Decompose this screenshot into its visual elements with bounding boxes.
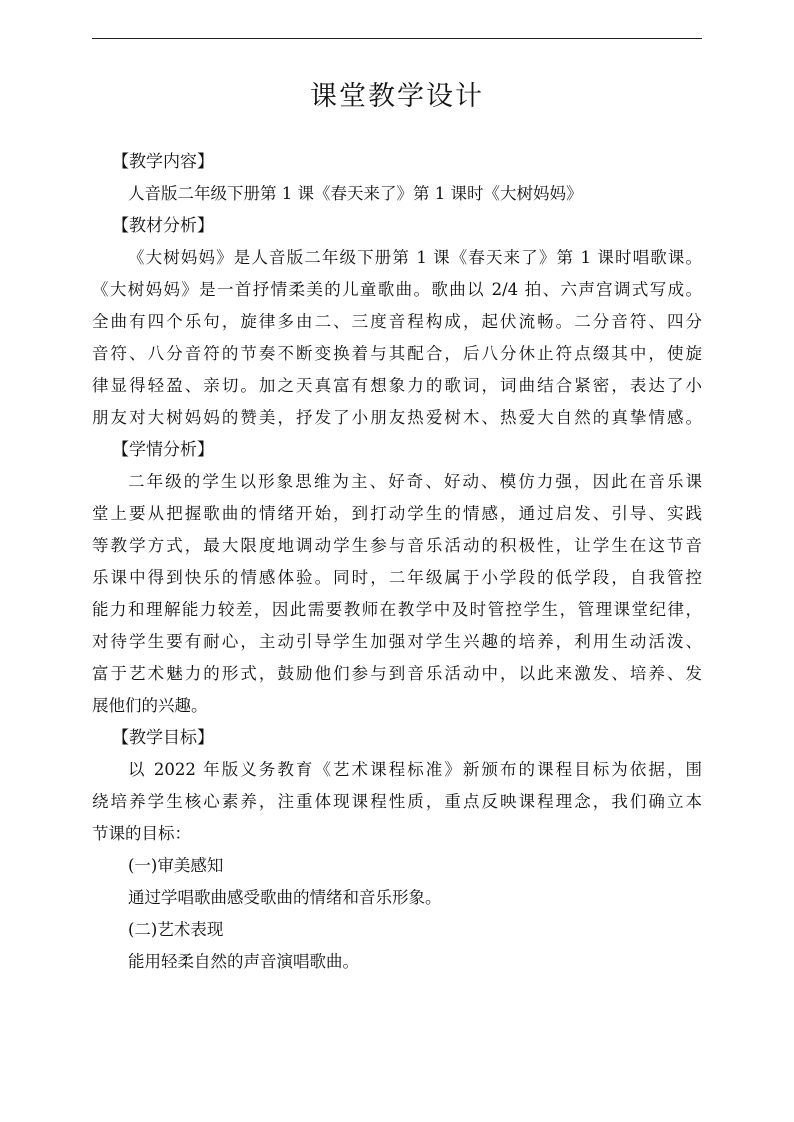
document-body (92, 146, 702, 978)
paragraph-line: 堂上要从把握歌曲的情绪开始，到打动学生的情感，通过启发、引导、实践 (92, 504, 702, 523)
paragraph-line: 等教学方式，最大限度地调动学生参与音乐活动的积极性，让学生在这节音 (92, 536, 702, 555)
page-title: 课堂教学设计 (310, 81, 484, 112)
paragraph-line: 乐课中得到快乐的情感体验。同时，二年级属于小学段的低学段，自我管控 (92, 568, 702, 587)
paragraph-line: 节课的目标： (92, 824, 191, 843)
goal-label-aesthetic: (一)审美感知 (128, 856, 224, 875)
paragraph-line: 人音版二年级下册第 1 课《春天来了》第 1 课时《大树妈妈》 (128, 184, 583, 203)
goal-text-performance: 能用轻柔自然的声音演唱歌曲。 (128, 952, 359, 971)
section-heading-students: 【学情分析】 (112, 440, 214, 460)
paragraph-line: 以 2022 年版义务教育《艺术课程标准》新颁布的课程目标为依据，围 (128, 760, 702, 779)
paragraph-line: 展他们的兴趣。 (92, 696, 208, 715)
header-rule (92, 38, 702, 39)
paragraph-line: 音符、八分音符的节奏不断变换着与其配合，后八分休止符点缀其中，使旋 (92, 344, 702, 363)
section-heading-content: 【教学内容】 (112, 152, 214, 172)
paragraph-line: 绕培养学生核心素养，注重体现课程性质，重点反映课程理念，我们确立本 (92, 792, 702, 811)
goal-label-performance: (二)艺术表现 (128, 920, 224, 939)
paragraph-line: 朋友对大树妈妈的赞美，抒发了小朋友热爱树木、热爱大自然的真挚情感。 (92, 408, 702, 427)
paragraph-line: 《大树妈妈》是一首抒情柔美的儿童歌曲。歌曲以 2/4 拍、六声宫调式写成。 (92, 280, 702, 299)
paragraph-line: 对待学生要有耐心，主动引导学生加强对学生兴趣的培养，利用生动活泼、 (92, 632, 702, 651)
paragraph-line: 二年级的学生以形象思维为主、好奇、好动、模仿力强，因此在音乐课 (128, 472, 702, 491)
section-heading-goals: 【教学目标】 (112, 728, 214, 748)
goal-text-aesthetic: 通过学唱歌曲感受歌曲的情绪和音乐形象。 (128, 888, 442, 907)
paragraph-line: 能力和理解能力较差，因此需要教师在教学中及时管控学生，管理课堂纪律， (92, 600, 702, 619)
paragraph-line: 富于艺术魅力的形式，鼓励他们参与到音乐活动中，以此来激发、培养、发 (92, 664, 702, 683)
paragraph-line: 全曲有四个乐句，旋律多由二、三度音程构成，起伏流畅。二分音符、四分 (92, 312, 702, 331)
paragraph-line: 《大树妈妈》是人音版二年级下册第 1 课《春天来了》第 1 课时唱歌课。 (128, 248, 702, 267)
section-heading-material: 【教材分析】 (112, 216, 214, 236)
paragraph-line: 律显得轻盈、亲切。加之天真富有想象力的歌词，词曲结合紧密，表达了小 (92, 376, 702, 395)
